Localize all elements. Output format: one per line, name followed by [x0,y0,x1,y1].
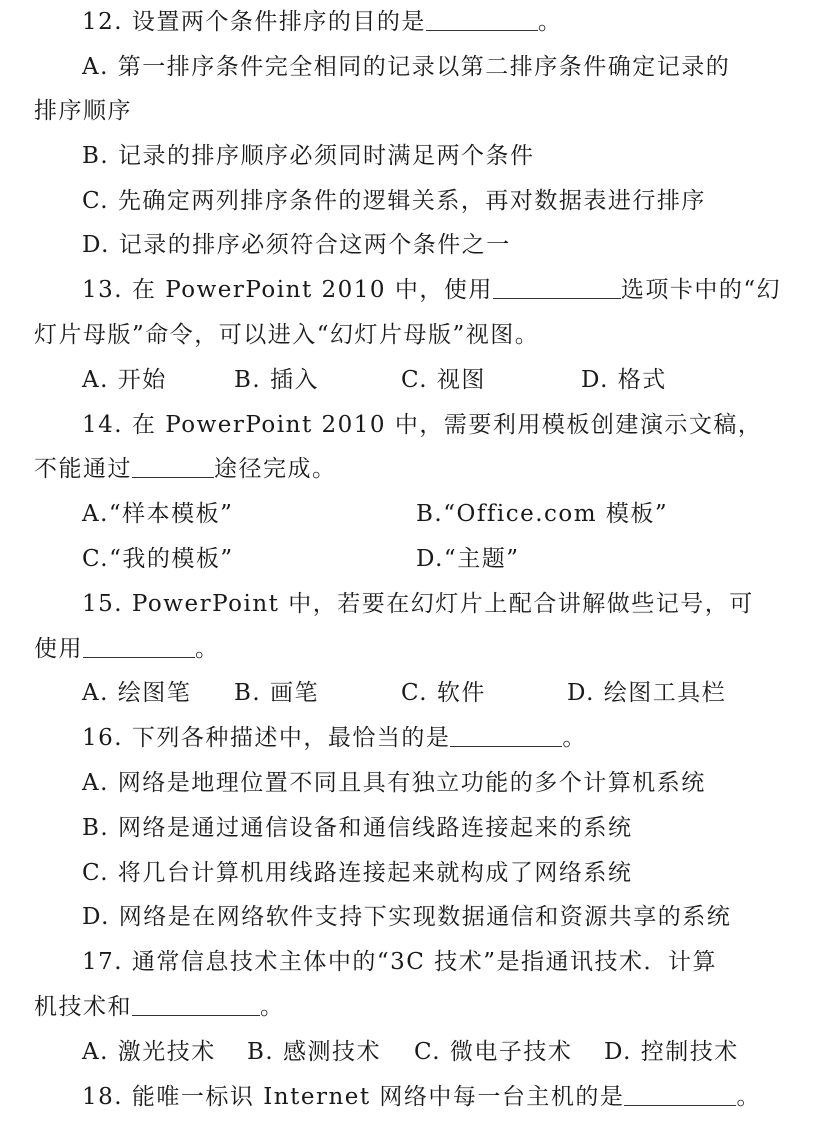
answer-blank [624,1075,736,1106]
option-d: D. 控制技术 [604,1039,739,1065]
option-a: A. 激光技术 [82,1039,216,1065]
option-b: B. 画笔 [234,680,320,706]
answer-blank [132,985,260,1016]
options-row [82,358,667,402]
option-b: B.“Office.com 模板” [416,501,669,527]
question-18-stem: 18. 能唯一标识 Internet 网络中每一台主机的是 。 [82,1075,761,1119]
option-a: A.“样本模板” [82,501,234,527]
option-d: D. 绘图工具栏 [567,680,727,706]
option-c: C.“我的模板” [82,546,234,572]
options-row [82,537,519,581]
option-d: D. 网络是在网络软件支持下实现数据通信和资源共享的系统 [82,904,732,930]
option-d: D. 记录的排序必须符合这两个条件之一 [82,232,511,258]
option-b: B. 网络是通过通信设备和通信线路连接起来的系统 [82,815,633,841]
question-text: 设置两个条件排序的目的是 [131,9,426,35]
option-b: B. 插入 [234,367,320,393]
question-14-stem: 14. 在 PowerPoint 2010 中，需要利用模板创建演示文稿， [82,412,763,438]
options-row [82,492,668,536]
option-c: C. 先确定两列排序条件的逻辑关系，再对数据表进行排序 [82,188,706,214]
option-a-continued: 排序顺序 [34,98,132,124]
answer-blank [83,627,195,658]
option-a: A. 绘图笔 [82,680,192,706]
question-15-stem-continued: 使用 。 [34,627,220,671]
option-a: A. 开始 [82,367,167,393]
question-14-stem-continued: 不能通过 途径完成。 [34,447,337,491]
option-c: C. 软件 [401,680,486,706]
option-c: C. 视图 [401,367,486,393]
answer-blank [450,716,562,747]
answer-blank [426,0,538,31]
option-b: B. 感测技术 [247,1039,382,1065]
option-c: C. 将几台计算机用线路连接起来就构成了网络系统 [82,860,633,886]
options-row [82,671,726,715]
question-text: 。 [537,9,563,35]
question-16-stem: 16. 下列各种描述中，最恰当的是 。 [82,716,587,760]
option-d: D. 格式 [581,367,667,393]
options-row [82,1030,739,1074]
option-d: D.“主题” [416,546,520,572]
option-b: B. 记录的排序顺序必须同时满足两个条件 [82,143,535,169]
option-c: C. 微电子技术 [414,1039,573,1065]
option-a: A. 第一排序条件完全相同的记录以第二排序条件确定记录的 [82,54,731,80]
question-13-stem: 13. 在 PowerPoint 2010 中，使用 选项卡中的“幻 [82,268,781,312]
question-17-stem: 17. 通常信息技术主体中的“3C 技术”是指通讯技术．计算 [82,949,717,975]
question-13-stem-continued: 灯片母版”命令，可以进入“幻灯片母版”视图。 [34,322,540,348]
question-17-stem-continued: 机技术和 。 [34,985,285,1029]
question-number: 12. [82,9,124,35]
question-12-stem [82,0,562,44]
option-a: A. 网络是地理位置不同且具有独立功能的多个计算机系统 [82,770,706,796]
question-15-stem: 15. PowerPoint 中，若要在幻灯片上配合讲解做些记号，可 [82,591,754,617]
answer-blank [493,268,621,299]
answer-blank [132,447,214,478]
